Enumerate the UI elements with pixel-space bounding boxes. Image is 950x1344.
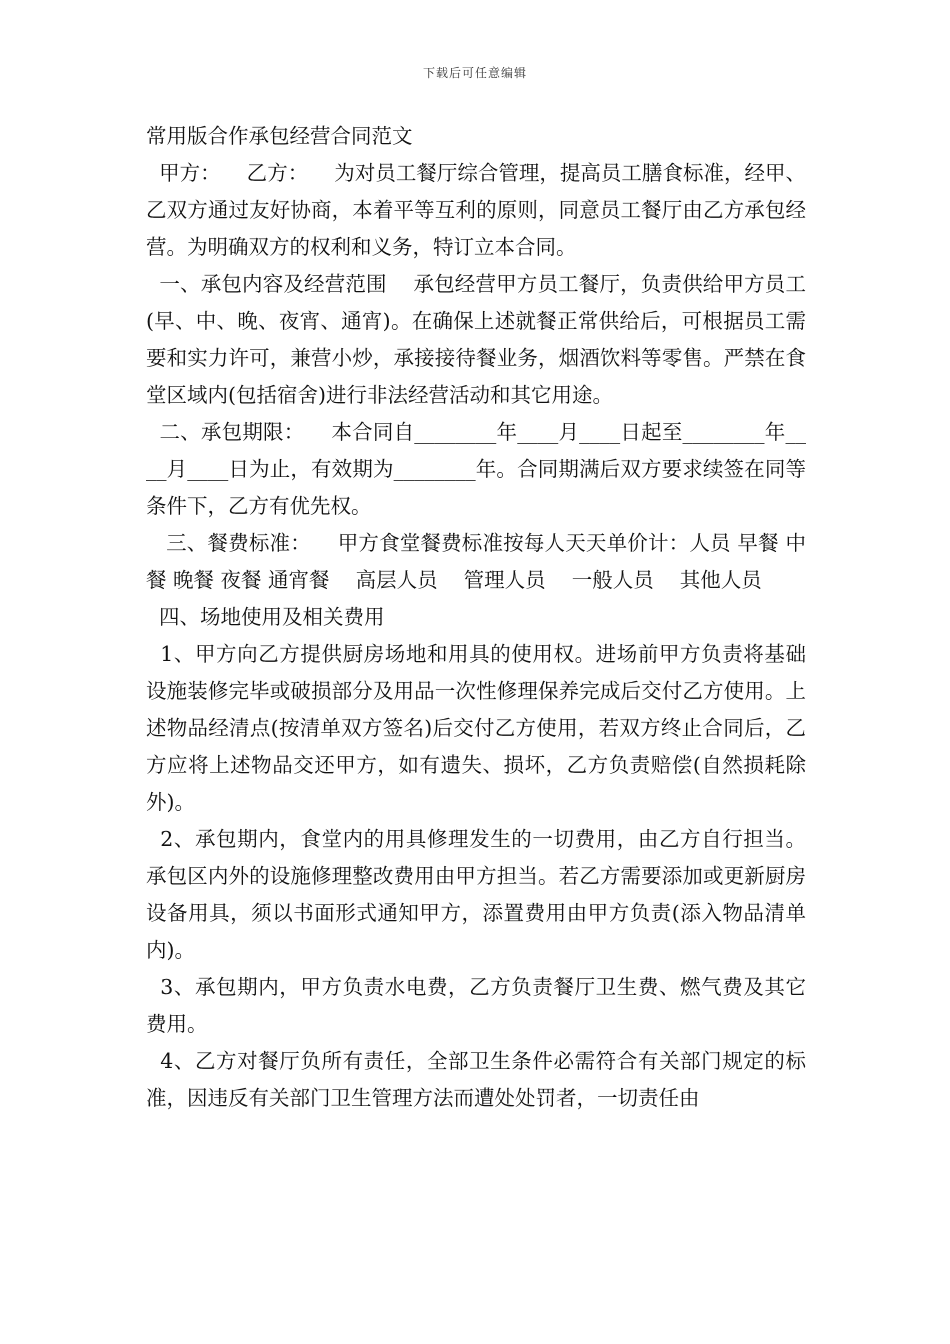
paragraph-clause-2: 2、承包期内，食堂内的用具修理发生的一切费用，由乙方自行担当。承包区内外的设施修理整改费用由甲方担当。若乙方需要添加或更新厨房设备用具，须以书面形式通知甲方，添置费用由甲方负责(添入物品清单内)。	[146, 827, 806, 962]
paragraph-section-4-heading: 四、场地使用及相关费用	[146, 605, 385, 629]
paragraph-clause-3: 3、承包期内，甲方负责水电费，乙方负责餐厅卫生费、燃气费及其它费用。	[146, 975, 806, 1036]
paragraph-section-1: 一、承包内容及经营范围 承包经营甲方员工餐厅，负责供给甲方员工(早、中、晚、夜宵、通宵)。在确保上述就餐正常供给后，可根据员工需要和实力许可，兼营小炒，承接接待餐业务，烟酒饮料等零售。严禁在食堂区域内(包括宿舍)进行非法经营活动和其它用途。	[146, 272, 806, 407]
paragraph-clause-4: 4、乙方对餐厅负所有责任，全部卫生条件必需符合有关部门规定的标准，因违反有关部门卫生管理方法而遭处处罚者，一切责任由	[146, 1049, 806, 1110]
header-note: 下载后可任意编辑	[422, 66, 527, 80]
document-body	[146, 118, 806, 1117]
paragraph-clause-1: 1、甲方向乙方提供厨房场地和用具的使用权。进场前甲方负责将基础设施装修完毕或破损部分及用品一次性修理保养完成后交付乙方使用。上述物品经清点(按清单双方签名)后交付乙方使用，若双方终止合同后，乙方应将上述物品交还甲方，如有遗失、损坏，乙方负责赔偿(自然损耗除外)。	[146, 642, 806, 814]
document-title: 常用版合作承包经营合同范文	[146, 124, 413, 148]
paragraph-parties: 甲方： 乙方： 为对员工餐厅综合管理，提高员工膳食标准，经甲、乙双方通过友好协商，本着平等互利的原则，同意员工餐厅由乙方承包经营。为明确双方的权利和义务，特订立本合同。	[146, 161, 806, 259]
paragraph-section-3: 三、餐费标准： 甲方食堂餐费标准按每人天天单价计：人员 早餐 中餐 晚餐 夜餐 通宵餐 高层人员 管理人员 一般人员 其他人员	[146, 531, 806, 592]
paragraph-section-2: 二、承包期限： 本合同自________年____月____日起至________年____月____日为止，有效期为________年。合同期满后双方要求续签在同等条件下，乙方有优先权。	[146, 420, 806, 518]
